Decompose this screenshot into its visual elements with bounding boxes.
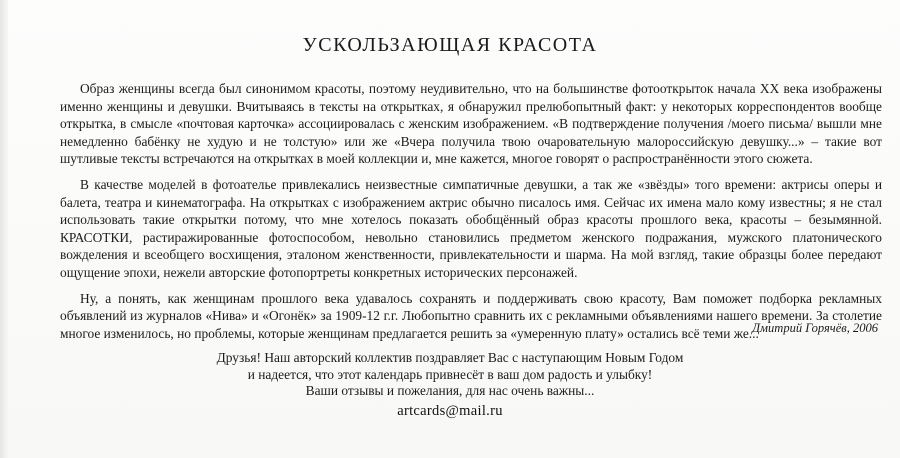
author-signature: Дмитрий Горячёв, 2006: [752, 321, 878, 335]
greeting-block: [0, 350, 900, 400]
greeting-line-2: и надеется, что этот календарь привнесёт в ваш дом радость и улыбку!: [247, 366, 653, 382]
article-body: [60, 80, 882, 350]
paragraph-1: Образ женщины всегда был синонимом красоты, поэтому неудивительно, что на большинстве фотооткрыток начала XX века изображены именно женщины и девушки. Вчитываясь в тексты на открытках, я обнаружил прелюбопытный факт: у некоторых корреспондентов вообще открытка, в смысле «почтовая карточка» ассоциировалась с женским изображением. «В подтверждение получения /моего письма/ вышли мне немедленно бабёнку не худую и не толстую» или же «Вчера получила твою очаровательную малороссийскую девушку...» – такие вот шутливые тексты встречаются на открытках в моей коллекции и, мне кажется, многое говорят о распространённости этого сюжета.: [60, 81, 882, 167]
paragraph-3: Ну, а понять, как женщинам прошлого века удавалось сохранять и поддерживать свою красоту, Вам поможет подборка рекламных объявлений из журналов «Нива» и «Огонёк» за 1909-12 г.г. Любопытно сравнить их с рекламными объявлениями нашего времени. За столетие многое изменилось, но проблемы, которые женщинам предлагается решить за «умеренную плату» остались всё теми же...: [60, 290, 882, 341]
contact-email[interactable]: artcards@mail.ru: [397, 403, 503, 419]
paragraph-2: В качестве моделей в фотоателье привлекались неизвестные симпатичные девушки, а так же «звёзды» того времени: актрисы оперы и балета, театра и кинематографа. На открытках с изображением актрис обычно писалось имя. Сейчас их имена мало кому известны; я не стал использовать такие открытки потому, что мне хотелось показать обобщённый образ красоты прошлого века, красоты – безымянной. КРАСОТКИ, растиражированные фотоспособом, невольно становились предметом женского подражания, мужского платонического вожделения и всеобщего восхищения, эталоном женственности, привлекательности и шарма. На мой взгляд, такие образцы более передают ощущение эпохи, нежели авторские фотопортреты конкретных исторических персонажей.: [60, 176, 882, 280]
greeting-line-3: Ваши отзывы и пожелания, для нас очень важны...: [305, 383, 595, 398]
page-title: УСКОЛЬЗАЮЩАЯ КРАСОТА: [302, 34, 598, 56]
greeting-line-1: Друзья! Наш авторский коллектив поздравляет Вас с наступающим Новым Годом: [216, 350, 684, 365]
